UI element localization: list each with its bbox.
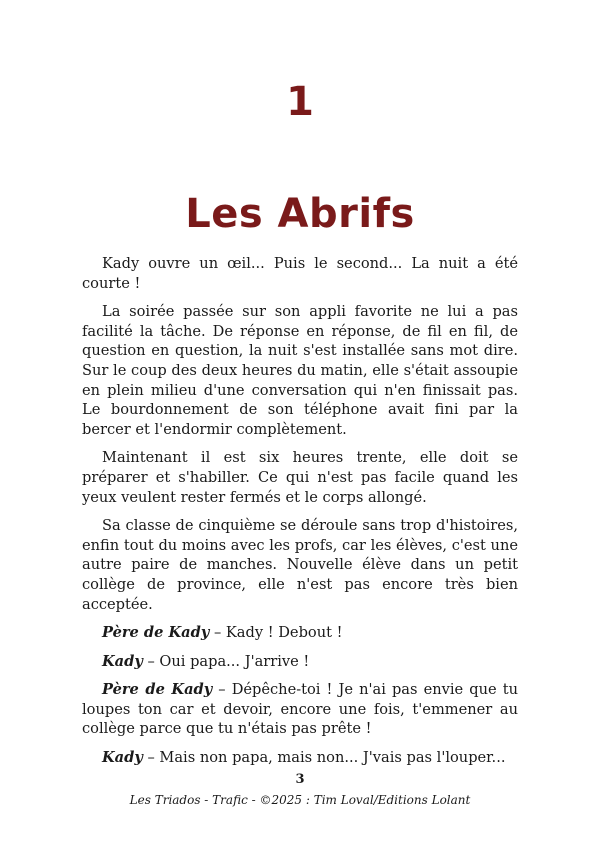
dialogue-text: – Kady ! Debout ! xyxy=(209,624,343,642)
dialogue-text: – Mais non papa, mais non... J'vais pas l'louper... xyxy=(142,749,506,767)
paragraph: Sa classe de cinquième se déroule sans trop d'histoires, enfin tout du moins avec les profs, car les élèves, c'est une autre paire de manches. Nouvelle élève dans un petit collège de province, elle n'est pas encore très bien acceptée. xyxy=(82,517,518,613)
speaker-name: Père de Kady xyxy=(102,681,213,699)
page-number: 3 xyxy=(295,772,305,787)
dialogue-text: – Dépêche-toi ! Je n'ai pas envie que tu loupes ton car et devoir, encore une fois, t'emmener au collège parce que tu n'étais pas prête ! xyxy=(82,681,518,738)
chapter-number: 1 xyxy=(286,79,314,125)
paragraph: Kady ouvre un œil... Puis le second... La nuit a été courte ! xyxy=(82,255,518,292)
dialogue-line xyxy=(82,623,518,643)
paragraph: Maintenant il est six heures trente, elle doit se préparer et s'habiller. Ce qui n'est pas facile quand les yeux veulent rester fermés et le corps allongé. xyxy=(82,449,518,506)
speaker-name: Père de Kady xyxy=(102,624,210,642)
dialogue-line xyxy=(82,652,518,672)
page-footer: Les Triados - Trafic - ©2025 : Tim Loval/Editions Lolant xyxy=(129,793,471,807)
paragraph: La soirée passée sur son appli favorite ne lui a pas facilité la tâche. De réponse en réponse, de fil en fil, de question en question, la nuit s'est installée sans mot dire. Sur le coup des deux heures du matin, elle s'était assoupie en plein milieu d'une conversation qui n'en finissait pas. Le bourdonnement de son téléphone avait fini par la bercer et l'endormir complètement. xyxy=(82,303,518,438)
speaker-name: Kady xyxy=(102,749,143,767)
dialogue-text: – Oui papa... J'arrive ! xyxy=(142,652,310,670)
chapter-title: Les Abrifs xyxy=(185,191,415,237)
speaker-name: Kady xyxy=(102,652,143,670)
body-text xyxy=(82,254,518,777)
dialogue-line xyxy=(82,748,518,768)
dialogue-line xyxy=(82,680,518,739)
